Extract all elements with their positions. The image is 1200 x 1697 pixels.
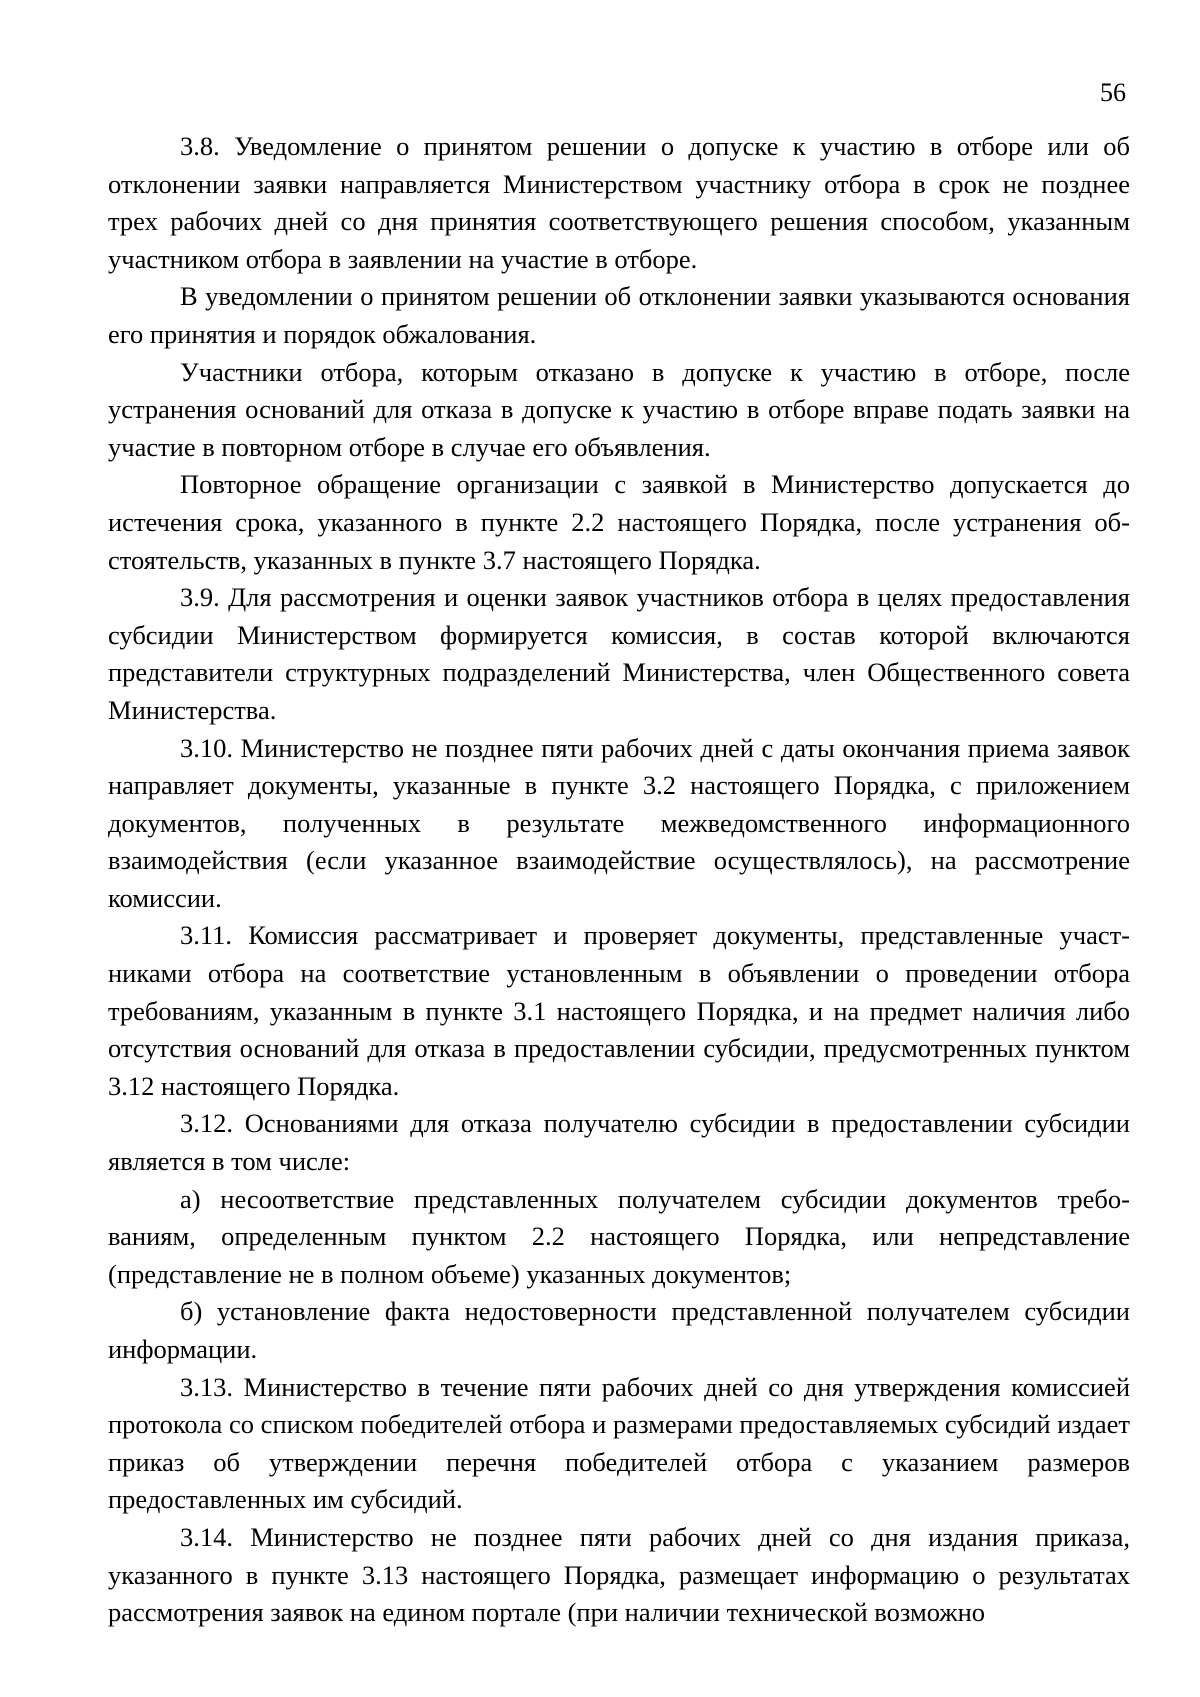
paragraph-3-11: 3.11. Комиссия рассматривает и проверяет документы, представленные участниками отбора на соответствие установленным в объявлении о проведении отбора требованиям, указанным в пункте 3.1 настоящего Порядка, и на предмет наличия либо отсутствия оснований для отказа в предоставлении субсидии, предусмотренных пунктом 3.12 настоящего Порядка.: [108, 920, 1130, 1101]
paragraph-3-10: 3.10. Министерство не позднее пяти рабочих дней с даты окончания приема заявок направляет документы, указанные в пункте 3.2 настоящего Порядка, с приложением документов, полученных в результате межведомственного информационного взаимодействия (если указанное взаимодействие осуществлялось), на рассмотрение комиссии.: [108, 732, 1130, 913]
document-body: [108, 128, 1130, 1632]
paragraph-rejection-notice: В уведомлении о принятом решении об отклонении заявки указываются основания его принятия и порядок обжалования.: [108, 281, 1130, 349]
paragraph-rejected-participants: Участники отбора, которым отказано в допуске к участию в отборе, после устранения оснований для отказа в допуске к участию в отборе вправе подать заявки на участие в повторном отборе в случае его объявления.: [108, 356, 1130, 462]
paragraph-repeat-application: Повторное обращение организации с заявкой в Министерство допускается до истечения срока, указанного в пункте 2.2 настоящего Порядка, после устранения обстоятельств, указанных в пункте 3.7 настоящего Порядка.: [108, 469, 1130, 575]
paragraph-3-9: 3.9. Для рассмотрения и оценки заявок участников отбора в целях предоставления субсидии Министерством формируется комиссия, в состав которой включаются представители структурных подразделений Министерства, член Общественного совета Министерства.: [108, 582, 1130, 725]
list-item-a: а) несоответствие представленных получателем субсидии документов требованиям, определенным пунктом 2.2 настоящего Порядка, или непредставление (представление не в полном объеме) указанных документов;: [108, 1183, 1130, 1289]
paragraph-3-14: 3.14. Министерство не позднее пяти рабочих дней со дня издания приказа, указанного в пункте 3.13 настоящего Порядка, размещает информацию о результатах рассмотрения заявок на едином портале (при наличии технической возможно: [108, 1521, 1130, 1628]
page-number: 56: [1100, 78, 1126, 107]
list-item-b: б) установление факта недостоверности представленной получателем субсидии информации.: [108, 1296, 1130, 1364]
paragraph-3-12: 3.12. Основаниями для отказа получателю субсидии в предоставлении субсидии является в том числе:: [108, 1108, 1130, 1177]
paragraph-3-8: 3.8. Уведомление о принятом решении о допуске к участию в отборе или об отклонении заявки направляется Министерством участнику отбора в срок не позднее трех рабочих дней со дня принятия соответствующего решения способом, указанным участником отбора в заявлении на участие в отборе.: [108, 131, 1130, 274]
paragraph-3-13: 3.13. Министерство в течение пяти рабочих дней со дня утверждения комиссией протокола со списком победителей отбора и размерами предоставляемых субсидий издает приказ об утверждении перечня победителей отбора с указанием размеров предоставленных им субсидий.: [108, 1371, 1130, 1515]
